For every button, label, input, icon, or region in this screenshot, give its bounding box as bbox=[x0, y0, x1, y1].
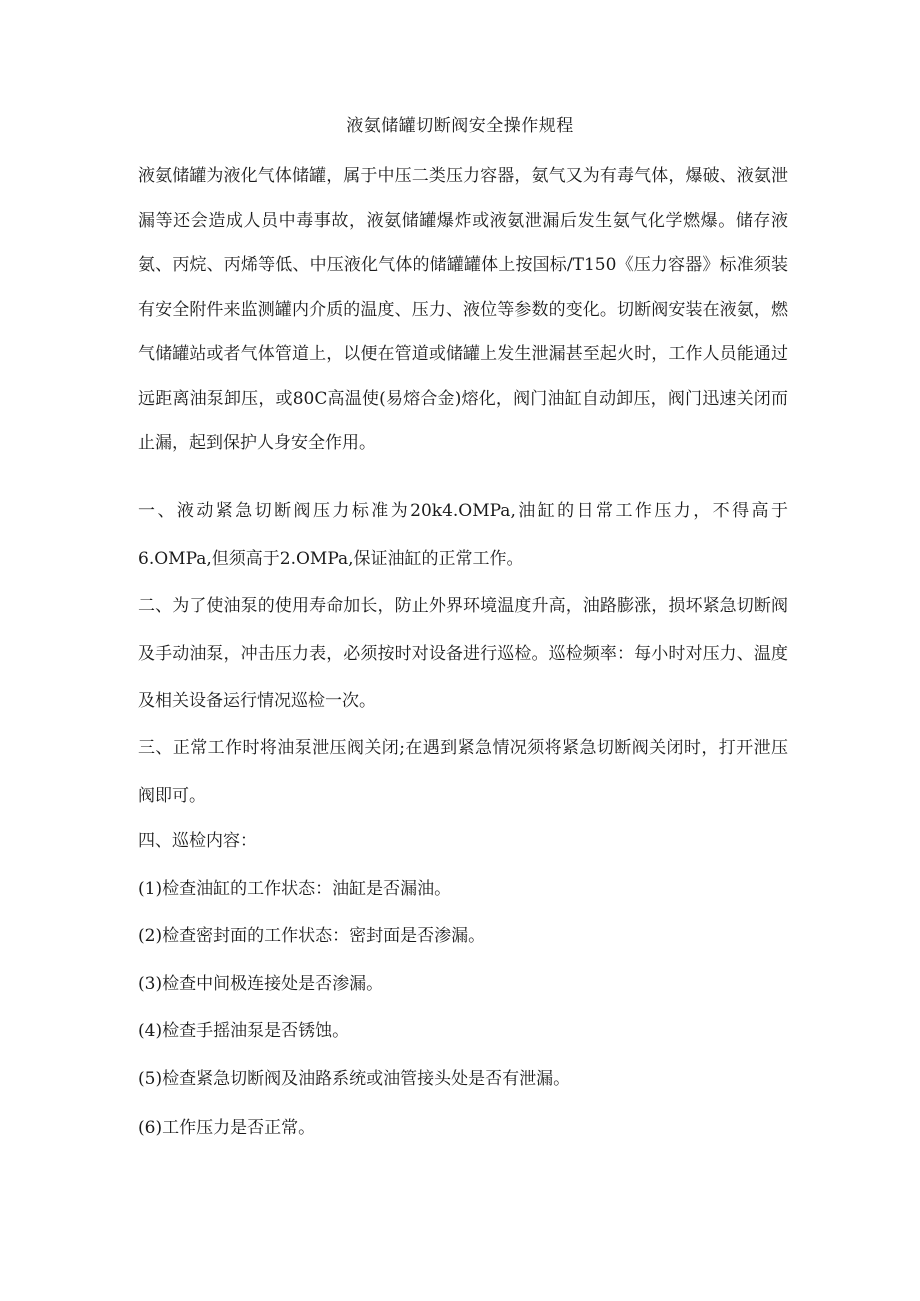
inspection-item-1: (1)检查油缸的工作状态：油缸是否漏油。 bbox=[138, 879, 452, 899]
inspection-item-3: (3)检查中间极连接处是否渗漏。 bbox=[138, 974, 384, 994]
document-title: 液氨储罐切断阀安全操作规程 bbox=[346, 116, 574, 136]
section-4-heading: 四、巡检内容： bbox=[138, 831, 257, 851]
section-1-paragraph: 一、液动紧急切断阀压力标准为20k4.OMPa,油缸的日常工作压力，不得高于6.OMPa,但须高于2.OMPa,保证油缸的正常工作。 bbox=[138, 501, 788, 569]
inspection-item-6: (6)工作压力是否正常。 bbox=[138, 1118, 316, 1138]
section-2-paragraph: 二、为了使油泵的使用寿命加长，防止外界环境温度升高，油路膨涨，损坏紧急切断阀及手动油泵，冲击压力表，必须按时对设备进行巡检。巡检频率：每小时对压力、温度及相关设备运行情况巡检一次。 bbox=[138, 596, 788, 711]
inspection-item-5: (5)检查紧急切断阀及油路系统或油管接头处是否有泄漏。 bbox=[138, 1069, 571, 1089]
section-3-paragraph: 三、正常工作时将油泵泄压阀关闭;在遇到紧急情况须将紧急切断阀关闭时，打开泄压阀即可。 bbox=[138, 738, 788, 806]
inspection-item-2: (2)检查密封面的工作状态：密封面是否渗漏。 bbox=[138, 926, 486, 946]
intro-paragraph: 液氨储罐为液化气体储罐，属于中压二类压力容器，氨气又为有毒气体，爆破、液氨泄漏等还会造成人员中毒事故，液氨储罐爆炸或液氨泄漏后发生氨气化学燃爆。储存液氨、丙烷、丙烯等低、中压液化气体的储罐罐体上按国标/T150《压力容器》标准须装有安全附件来监测罐内介质的温度、压力、液位等参数的变化。切断阀安装在液氨，燃气储罐站或者气体管道上，以便在管道或储罐上发生泄漏甚至起火时，工作人员能通过远距离油泵卸压，或80C高温使(易熔合金)熔化，阀门油缸自动卸压，阀门迅速关闭而止漏，起到保护人身安全作用。 bbox=[138, 166, 788, 453]
inspection-item-4: (4)检查手摇油泵是否锈蚀。 bbox=[138, 1021, 350, 1041]
